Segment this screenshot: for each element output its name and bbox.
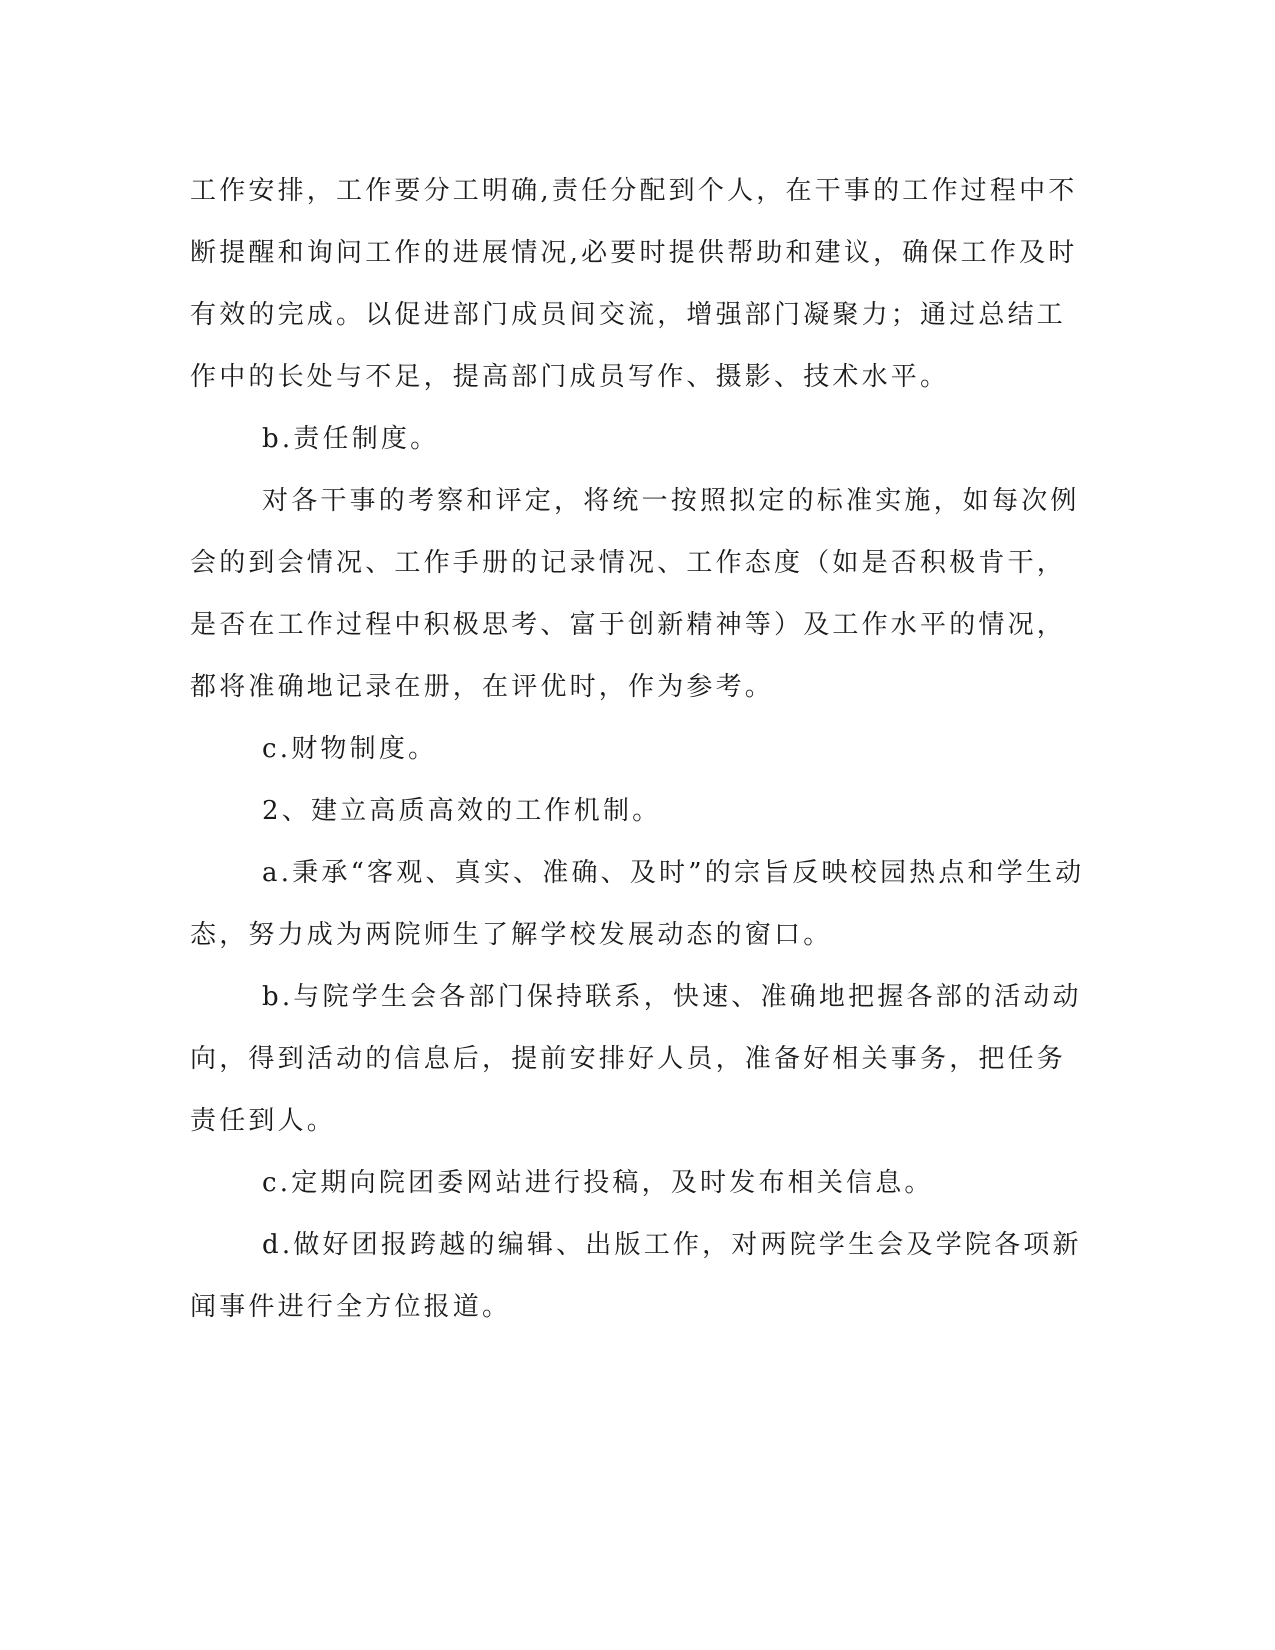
paragraph-mechanism-heading: 2、建立高质高效的工作机制。 <box>262 796 662 826</box>
paragraph-evaluation: 对各干事的考察和评定，将统一按照拟定的标准实施，如每次例会的到会情况、工作手册的记录情况、工作态度（如是否积极肯干，是否在工作过程中积极思考、富于创新精神等）及工作水平的情况，都将准确地记录在册，在评优时，作为参考。 <box>190 486 1080 702</box>
document-body <box>190 160 1090 1338</box>
paragraph-work-arrangement: 工作安排，工作要分工明确,责任分配到个人，在干事的工作过程中不断提醒和询问工作的进展情况,必要时提供帮助和建议，确保工作及时有效的完成。以促进部门成员间交流，增强部门凝聚力；通过总结工作中的长处与不足，提高部门成员写作、摄影、技术水平。 <box>190 176 1078 392</box>
paragraph-item-d: d.做好团报跨越的编辑、出版工作，对两院学生会及学院各项新闻事件进行全方位报道。 <box>190 1230 1082 1322</box>
paragraph-finance-heading: c.财物制度。 <box>262 734 438 764</box>
paragraph-item-a: a.秉承“客观、真实、准确、及时”的宗旨反映校园热点和学生动态，努力成为两院师生了解学校发展动态的窗口。 <box>190 858 1085 950</box>
paragraph-responsibility-heading: b.责任制度。 <box>262 424 440 454</box>
paragraph-item-b: b.与院学生会各部门保持联系，快速、准确地把握各部的活动动向，得到活动的信息后，提前安排好人员，准备好相关事务，把任务责任到人。 <box>190 982 1082 1136</box>
paragraph-item-c: c.定期向院团委网站进行投稿，及时发布相关信息。 <box>262 1168 934 1198</box>
